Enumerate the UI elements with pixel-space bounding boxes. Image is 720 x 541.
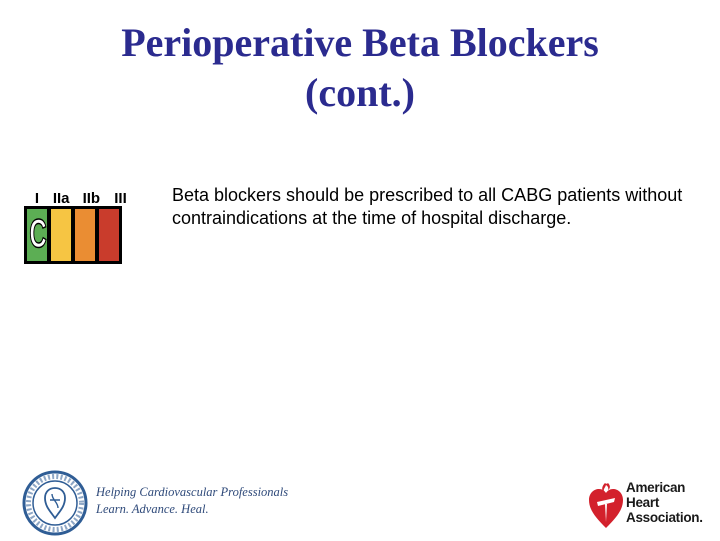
class-iib-box bbox=[73, 207, 97, 263]
recommendation-text: Beta blockers should be prescribed to all CABG patients without contraindications at the time of hospital discharge. bbox=[172, 185, 683, 228]
acc-tagline-line-2: Learn. Advance. Heal. bbox=[96, 502, 209, 516]
class-label-iia: IIa bbox=[52, 190, 70, 207]
acc-tagline bbox=[96, 484, 288, 518]
class-label-iib: IIb bbox=[82, 190, 101, 207]
aha-wordmark bbox=[626, 480, 703, 525]
aha-wordmark-line-2: Heart bbox=[626, 495, 660, 510]
class-label-iii: III bbox=[114, 190, 127, 207]
slide-title bbox=[40, 18, 680, 118]
class-iii-box bbox=[97, 207, 121, 263]
class-i-box bbox=[25, 207, 49, 263]
slide-title-line-1: Perioperative Beta Blockers bbox=[121, 20, 599, 65]
aha-logo bbox=[588, 478, 703, 530]
slide-title-line-2: (cont.) bbox=[305, 70, 415, 115]
heart-torch-icon bbox=[588, 480, 624, 530]
aha-wordmark-line-3: Association. bbox=[626, 510, 703, 525]
class-label-i: I bbox=[34, 190, 40, 207]
acc-seal-icon bbox=[22, 470, 88, 536]
class-iia-box bbox=[49, 207, 73, 263]
class-of-recommendation-boxes bbox=[24, 206, 122, 264]
level-of-evidence-letter: C bbox=[29, 211, 47, 256]
aha-wordmark-line-1: American bbox=[626, 480, 686, 495]
class-of-recommendation-labels bbox=[30, 190, 125, 207]
acc-seal-logo bbox=[22, 470, 88, 541]
acc-tagline-line-1: Helping Cardiovascular Professionals bbox=[96, 485, 289, 499]
